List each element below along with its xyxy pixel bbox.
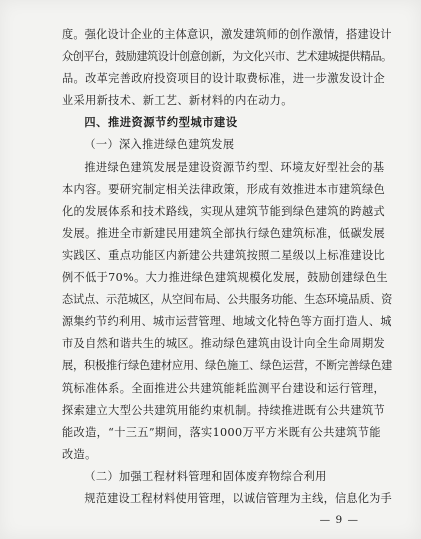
text-line: 实践区、重点功能区内新建公共建筑按照二星级以上标准建设比 xyxy=(62,248,386,262)
page-number: — 9 — xyxy=(319,514,359,526)
text-line: 规范建设工程材料使用管理，以诚信管理为主线，信息化为手 xyxy=(84,491,392,505)
text-line: 源集约节约利用、城市运营管理、地域文化特色等方面打造人、城 xyxy=(62,315,392,329)
text-line: 展，积极推行绿色建材应用、绿色施工、绿色运营，不断完善绿色建 xyxy=(62,359,393,373)
section-heading: 四、推进资源节约型城市建设 xyxy=(84,116,238,130)
text-line: 筑标准体系。全面推进公共建筑能耗监测平台建设和运行管理， xyxy=(62,381,386,395)
text-line: 品。改革完善政府投资项目的设计取费标准，进一步激发设计企 xyxy=(62,72,386,86)
text-line: 探索建立大型公共建筑用能约束机制。持续推进既有公共建筑节 xyxy=(62,403,386,417)
text-line: 态试点、示范城区，从空间布局、公共服务功能、生态环境品质、资 xyxy=(62,293,393,307)
text-line: 度。强化设计企业的主体意识，激发建筑师的创作激情，搭建设计 xyxy=(62,28,392,41)
text-line: 能改造，“十三五”期间，落实1000万平方米既有公共建筑节能 xyxy=(62,425,381,439)
text-line: 推进绿色建筑发展是建设资源节约型、环境友好型社会的基 xyxy=(84,160,385,174)
text-line: （二）加强工程材料管理和固体废弃物综合利用 xyxy=(84,469,327,483)
text-line: 例不低于70%。大力推进绿色建筑规模化发展，鼓励创建绿色生 xyxy=(62,271,388,285)
text-line: 改造。 xyxy=(62,447,97,461)
text-line: 发展。推进全市新建民用建筑全部执行绿色建筑标准，低碳发展 xyxy=(62,226,386,240)
text-line: 化的发展体系和技术路线，实现从建筑节能到绿色建筑的跨越式 xyxy=(62,204,386,218)
text-line: 业采用新技术、新工艺、新材料的内在动力。 xyxy=(62,94,293,108)
text-line: 本内容。要研究制定相关法律政策，形成有效推进本市建筑绿色 xyxy=(62,182,386,196)
body-text xyxy=(62,24,392,510)
text-line: 市及自然和谐共生的城区。推动绿色建筑由设计向全生命周期发 xyxy=(62,337,386,351)
text-line: 众创平台，鼓励建筑设计创意创新，为文化兴市、艺术建城提供精品。 xyxy=(62,50,392,64)
text-line: （一）深入推进绿色建筑发展 xyxy=(84,138,235,152)
